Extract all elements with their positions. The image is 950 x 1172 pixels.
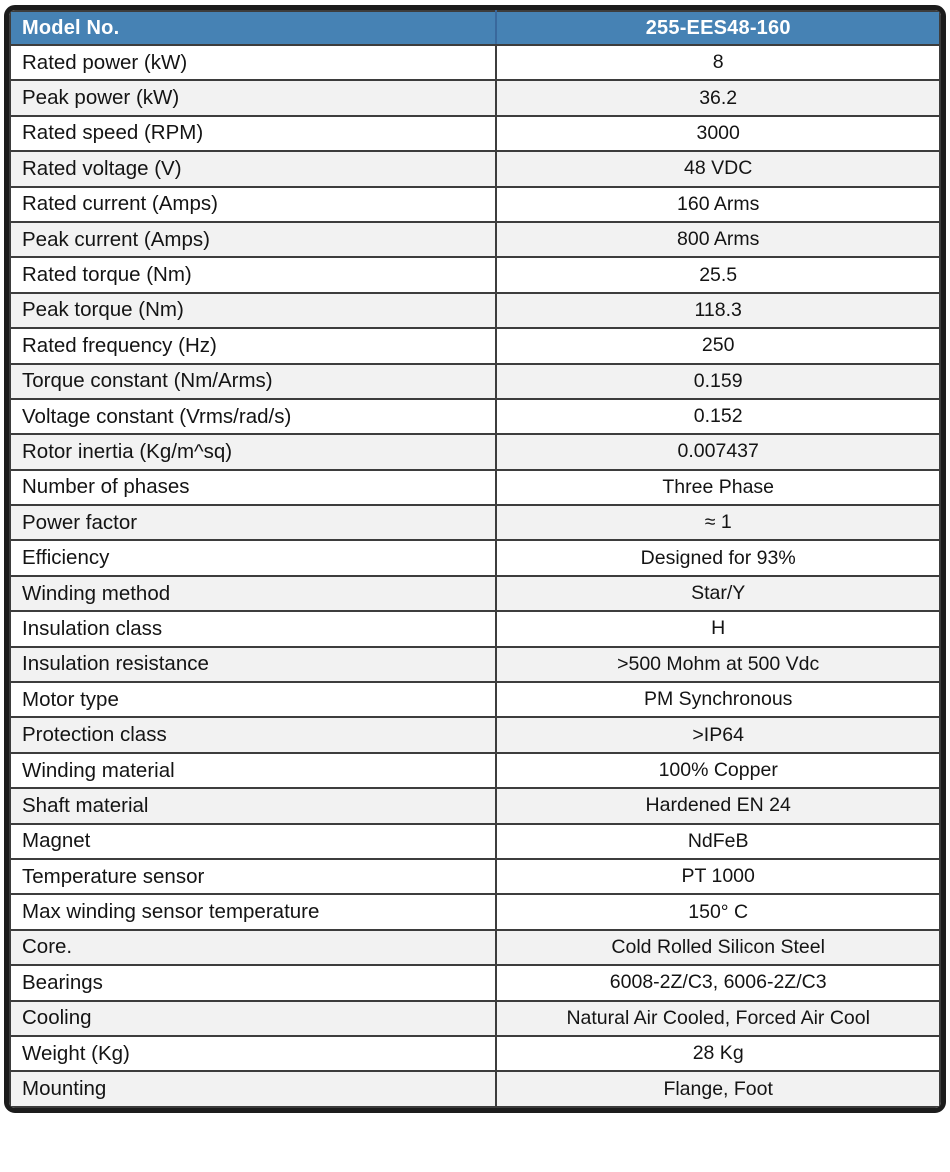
spec-param-cell: Rated power (kW)	[10, 45, 496, 80]
spec-value-cell: 6008-2Z/C3, 6006-2Z/C3	[496, 965, 940, 1000]
table-row	[10, 576, 940, 611]
model-no-header-cell: Model No.	[10, 11, 496, 45]
spec-value-cell: Star/Y	[496, 576, 940, 611]
spec-value-cell: >IP64	[496, 717, 940, 752]
spec-value-cell: 48 VDC	[496, 151, 940, 186]
table-row	[10, 611, 940, 646]
spec-param-cell: Bearings	[10, 965, 496, 1000]
spec-value-cell: PT 1000	[496, 859, 940, 894]
spec-param-cell: Motor type	[10, 682, 496, 717]
table-row	[10, 540, 940, 575]
spec-param-cell: Temperature sensor	[10, 859, 496, 894]
spec-value-cell: H	[496, 611, 940, 646]
spec-param-cell: Weight (Kg)	[10, 1036, 496, 1071]
spec-value-cell: 800 Arms	[496, 222, 940, 257]
spec-value-cell: >500 Mohm at 500 Vdc	[496, 647, 940, 682]
table-row	[10, 505, 940, 540]
spec-table-frame	[4, 5, 946, 1113]
spec-param-cell: Magnet	[10, 824, 496, 859]
spec-param-cell: Torque constant (Nm/Arms)	[10, 364, 496, 399]
spec-value-cell: 160 Arms	[496, 187, 940, 222]
spec-param-cell: Efficiency	[10, 540, 496, 575]
table-row	[10, 1001, 940, 1036]
spec-value-cell: 0.007437	[496, 434, 940, 469]
spec-table-body	[10, 45, 940, 1107]
spec-value-cell: ≈ 1	[496, 505, 940, 540]
spec-param-cell: Protection class	[10, 717, 496, 752]
table-row	[10, 824, 940, 859]
spec-value-cell: 3000	[496, 116, 940, 151]
spec-value-cell: 250	[496, 328, 940, 363]
spec-value-cell: Natural Air Cooled, Forced Air Cool	[496, 1001, 940, 1036]
spec-param-cell: Number of phases	[10, 470, 496, 505]
table-row	[10, 753, 940, 788]
spec-param-cell: Rated voltage (V)	[10, 151, 496, 186]
spec-param-cell: Voltage constant (Vrms/rad/s)	[10, 399, 496, 434]
header-row	[10, 11, 940, 45]
spec-param-cell: Mounting	[10, 1071, 496, 1106]
spec-value-cell: 25.5	[496, 257, 940, 292]
table-row	[10, 930, 940, 965]
table-row	[10, 151, 940, 186]
spec-value-cell: 8	[496, 45, 940, 80]
table-row	[10, 894, 940, 929]
spec-value-cell: 0.152	[496, 399, 940, 434]
spec-value-cell: PM Synchronous	[496, 682, 940, 717]
spec-value-cell: Flange, Foot	[496, 1071, 940, 1106]
spec-value-cell: 36.2	[496, 80, 940, 115]
spec-param-cell: Insulation resistance	[10, 647, 496, 682]
table-row	[10, 45, 940, 80]
spec-param-cell: Peak torque (Nm)	[10, 293, 496, 328]
spec-value-cell: 28 Kg	[496, 1036, 940, 1071]
spec-param-cell: Rotor inertia (Kg/m^sq)	[10, 434, 496, 469]
spec-param-cell: Rated speed (RPM)	[10, 116, 496, 151]
table-row	[10, 682, 940, 717]
table-row	[10, 257, 940, 292]
spec-value-cell: Cold Rolled Silicon Steel	[496, 930, 940, 965]
table-row	[10, 1071, 940, 1106]
model-number-cell: 255-EES48-160	[496, 11, 940, 45]
spec-param-cell: Rated frequency (Hz)	[10, 328, 496, 363]
spec-value-cell: NdFeB	[496, 824, 940, 859]
spec-param-cell: Insulation class	[10, 611, 496, 646]
spec-param-cell: Peak current (Amps)	[10, 222, 496, 257]
spec-param-cell: Max winding sensor temperature	[10, 894, 496, 929]
spec-param-cell: Rated torque (Nm)	[10, 257, 496, 292]
spec-param-cell: Cooling	[10, 1001, 496, 1036]
spec-param-cell: Peak power (kW)	[10, 80, 496, 115]
table-row	[10, 1036, 940, 1071]
table-row	[10, 859, 940, 894]
table-row	[10, 788, 940, 823]
spec-param-cell: Rated current (Amps)	[10, 187, 496, 222]
table-row	[10, 717, 940, 752]
motor-spec-table	[9, 10, 941, 1108]
spec-value-cell: 100% Copper	[496, 753, 940, 788]
table-row	[10, 222, 940, 257]
table-row	[10, 647, 940, 682]
table-row	[10, 80, 940, 115]
spec-value-cell: Designed for 93%	[496, 540, 940, 575]
table-row	[10, 470, 940, 505]
table-row	[10, 116, 940, 151]
table-row	[10, 434, 940, 469]
spec-param-cell: Power factor	[10, 505, 496, 540]
table-row	[10, 187, 940, 222]
table-row	[10, 965, 940, 1000]
spec-param-cell: Shaft material	[10, 788, 496, 823]
spec-value-cell: 150° C	[496, 894, 940, 929]
spec-param-cell: Winding method	[10, 576, 496, 611]
spec-value-cell: Three Phase	[496, 470, 940, 505]
spec-param-cell: Core.	[10, 930, 496, 965]
spec-value-cell: Hardened EN 24	[496, 788, 940, 823]
table-row	[10, 399, 940, 434]
spec-param-cell: Winding material	[10, 753, 496, 788]
table-row	[10, 364, 940, 399]
spec-value-cell: 118.3	[496, 293, 940, 328]
spec-table-header	[10, 11, 940, 45]
spec-value-cell: 0.159	[496, 364, 940, 399]
table-row	[10, 293, 940, 328]
table-row	[10, 328, 940, 363]
